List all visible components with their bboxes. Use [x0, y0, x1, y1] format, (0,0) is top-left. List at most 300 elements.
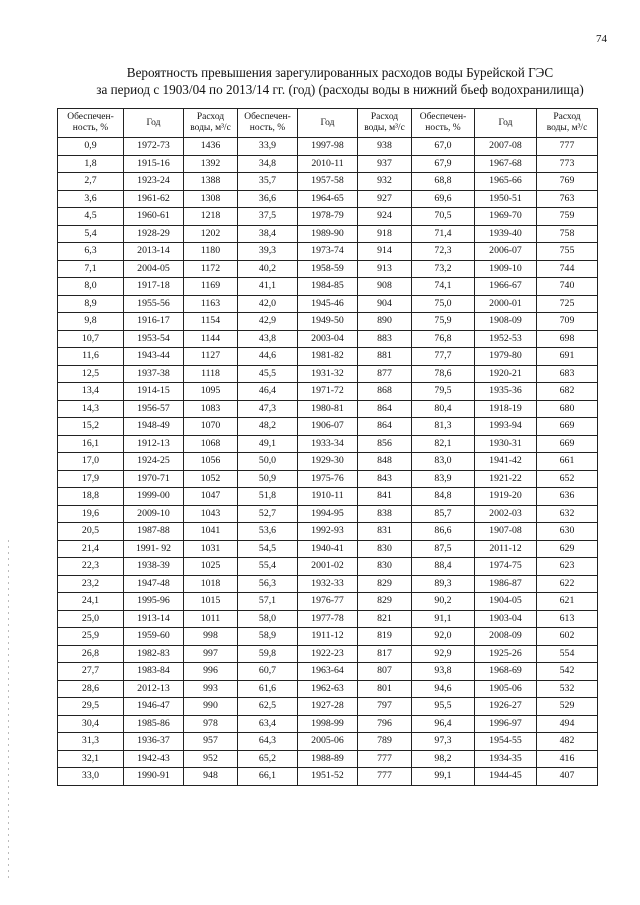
probability-cell: 83,9 — [412, 470, 475, 488]
flow-cell: 669 — [537, 418, 598, 436]
year-cell: 1984-85 — [298, 278, 358, 296]
flow-cell: 1144 — [184, 330, 238, 348]
flow-cell: 622 — [537, 575, 598, 593]
probability-cell: 51,8 — [238, 488, 298, 506]
probability-cell: 31,3 — [58, 733, 124, 751]
year-cell: 1913-14 — [124, 610, 184, 628]
scan-edge-artifact — [8, 540, 9, 880]
flow-cell: 691 — [537, 348, 598, 366]
year-cell: 1911-12 — [298, 628, 358, 646]
probability-cell: 65,2 — [238, 750, 298, 768]
probability-cell: 93,8 — [412, 663, 475, 681]
probability-cell: 15,2 — [58, 418, 124, 436]
probability-cell: 69,6 — [412, 190, 475, 208]
probability-cell: 16,1 — [58, 435, 124, 453]
flow-cell: 661 — [537, 453, 598, 471]
year-cell: 1909-10 — [475, 260, 537, 278]
probability-cell: 17,9 — [58, 470, 124, 488]
probability-cell: 91,1 — [412, 610, 475, 628]
probability-cell: 10,7 — [58, 330, 124, 348]
year-cell: 1973-74 — [298, 243, 358, 261]
flow-cell: 680 — [537, 400, 598, 418]
probability-cell: 98,2 — [412, 750, 475, 768]
probability-cell: 23,2 — [58, 575, 124, 593]
flow-cell: 542 — [537, 663, 598, 681]
probability-cell: 67,9 — [412, 155, 475, 173]
flow-cell: 532 — [537, 680, 598, 698]
flow-cell: 773 — [537, 155, 598, 173]
document-title — [40, 64, 640, 98]
probability-cell: 38,4 — [238, 225, 298, 243]
probability-cell: 83,0 — [412, 453, 475, 471]
probability-cell: 42,9 — [238, 313, 298, 331]
flow-cell: 797 — [358, 698, 412, 716]
year-cell: 2005-06 — [298, 733, 358, 751]
table-row — [58, 330, 598, 348]
probability-cell: 81,3 — [412, 418, 475, 436]
flow-cell: 1018 — [184, 575, 238, 593]
table-row — [58, 645, 598, 663]
flow-cell: 636 — [537, 488, 598, 506]
flow-cell: 1118 — [184, 365, 238, 383]
year-cell: 1969-70 — [475, 208, 537, 226]
year-cell: 1903-04 — [475, 610, 537, 628]
probability-cell: 82,1 — [412, 435, 475, 453]
flow-cell: 864 — [358, 418, 412, 436]
flow-cell: 1169 — [184, 278, 238, 296]
probability-cell: 99,1 — [412, 768, 475, 786]
probability-cell: 43,8 — [238, 330, 298, 348]
flow-cell: 683 — [537, 365, 598, 383]
year-cell: 1943-44 — [124, 348, 184, 366]
year-cell: 1923-24 — [124, 173, 184, 191]
table-row — [58, 488, 598, 506]
flow-cell: 841 — [358, 488, 412, 506]
flow-cell: 789 — [358, 733, 412, 751]
probability-cell: 76,8 — [412, 330, 475, 348]
probability-cell: 66,1 — [238, 768, 298, 786]
flow-cell: 978 — [184, 715, 238, 733]
year-cell: 1941-42 — [475, 453, 537, 471]
flow-cell: 1043 — [184, 505, 238, 523]
year-cell: 1910-11 — [298, 488, 358, 506]
table-row — [58, 418, 598, 436]
flow-cell: 924 — [358, 208, 412, 226]
probability-cell: 26,8 — [58, 645, 124, 663]
probability-cell: 94,6 — [412, 680, 475, 698]
probability-cell: 78,6 — [412, 365, 475, 383]
year-cell: 1917-18 — [124, 278, 184, 296]
flow-cell: 1056 — [184, 453, 238, 471]
year-cell: 1934-35 — [475, 750, 537, 768]
probability-cell: 75,9 — [412, 313, 475, 331]
probability-cell: 87,5 — [412, 540, 475, 558]
probability-cell: 47,3 — [238, 400, 298, 418]
year-cell: 1908-09 — [475, 313, 537, 331]
flow-cell: 482 — [537, 733, 598, 751]
year-cell: 1977-78 — [298, 610, 358, 628]
flow-cell: 996 — [184, 663, 238, 681]
flow-cell: 1095 — [184, 383, 238, 401]
year-cell: 1905-06 — [475, 680, 537, 698]
probability-cell: 50,0 — [238, 453, 298, 471]
probability-cell: 35,7 — [238, 173, 298, 191]
table-row — [58, 768, 598, 786]
title-line-2: за период с 1903/04 по 2013/14 гг. (год) (расходы воды в нижний бьеф водохранилища) — [96, 82, 584, 97]
year-cell: 1958-59 — [298, 260, 358, 278]
probability-cell: 55,4 — [238, 558, 298, 576]
flow-cell: 881 — [358, 348, 412, 366]
year-cell: 1995-96 — [124, 593, 184, 611]
probability-cell: 60,7 — [238, 663, 298, 681]
flow-cell: 1308 — [184, 190, 238, 208]
table-row — [58, 155, 598, 173]
year-cell: 1976-77 — [298, 593, 358, 611]
flow-cell: 838 — [358, 505, 412, 523]
table-row — [58, 190, 598, 208]
year-cell: 1954-55 — [475, 733, 537, 751]
year-cell: 2002-03 — [475, 505, 537, 523]
year-cell: 2000-01 — [475, 295, 537, 313]
probability-cell: 19,6 — [58, 505, 124, 523]
year-cell: 2004-05 — [124, 260, 184, 278]
year-cell: 1940-41 — [298, 540, 358, 558]
year-cell: 1959-60 — [124, 628, 184, 646]
probability-cell: 52,7 — [238, 505, 298, 523]
flow-cell: 819 — [358, 628, 412, 646]
flow-cell: 937 — [358, 155, 412, 173]
year-cell: 1997-98 — [298, 138, 358, 156]
probability-cell: 54,5 — [238, 540, 298, 558]
flow-cell: 829 — [358, 593, 412, 611]
year-cell: 1987-88 — [124, 523, 184, 541]
flow-cell: 1172 — [184, 260, 238, 278]
probability-cell: 56,3 — [238, 575, 298, 593]
flow-cell: 817 — [358, 645, 412, 663]
year-cell: 1946-47 — [124, 698, 184, 716]
probability-cell: 97,3 — [412, 733, 475, 751]
table-row — [58, 558, 598, 576]
year-cell: 1926-27 — [475, 698, 537, 716]
flow-cell: 758 — [537, 225, 598, 243]
probability-cell: 25,0 — [58, 610, 124, 628]
probability-cell: 62,5 — [238, 698, 298, 716]
table-row — [58, 383, 598, 401]
header-year: Год — [475, 109, 537, 138]
table-row — [58, 523, 598, 541]
year-cell: 2001-02 — [298, 558, 358, 576]
flow-cell: 1047 — [184, 488, 238, 506]
year-cell: 1983-84 — [124, 663, 184, 681]
header-year: Год — [124, 109, 184, 138]
flow-cell: 1163 — [184, 295, 238, 313]
flow-cell: 868 — [358, 383, 412, 401]
flow-cell: 755 — [537, 243, 598, 261]
probability-cell: 89,3 — [412, 575, 475, 593]
flow-cell: 763 — [537, 190, 598, 208]
year-cell: 1906-07 — [298, 418, 358, 436]
year-cell: 1951-52 — [298, 768, 358, 786]
year-cell: 1945-46 — [298, 295, 358, 313]
year-cell: 1971-72 — [298, 383, 358, 401]
probability-cell: 74,1 — [412, 278, 475, 296]
probability-cell: 36,6 — [238, 190, 298, 208]
year-cell: 1988-89 — [298, 750, 358, 768]
probability-cell: 12,5 — [58, 365, 124, 383]
flow-cell: 1392 — [184, 155, 238, 173]
table-row — [58, 628, 598, 646]
year-cell: 1912-13 — [124, 435, 184, 453]
probability-cell: 92,9 — [412, 645, 475, 663]
year-cell: 1965-66 — [475, 173, 537, 191]
probability-cell: 5,4 — [58, 225, 124, 243]
flow-cell: 613 — [537, 610, 598, 628]
probability-cell: 3,6 — [58, 190, 124, 208]
year-cell: 1936-37 — [124, 733, 184, 751]
year-cell: 1931-32 — [298, 365, 358, 383]
probability-cell: 58,0 — [238, 610, 298, 628]
flow-cell: 927 — [358, 190, 412, 208]
probability-cell: 39,3 — [238, 243, 298, 261]
year-cell: 1925-26 — [475, 645, 537, 663]
probability-cell: 4,5 — [58, 208, 124, 226]
probability-cell: 48,2 — [238, 418, 298, 436]
year-cell: 1948-49 — [124, 418, 184, 436]
flow-cell: 938 — [358, 138, 412, 156]
header-probability: Обеспечен- ность, % — [58, 109, 124, 138]
flow-cell: 830 — [358, 558, 412, 576]
table-row — [58, 733, 598, 751]
flow-cell: 883 — [358, 330, 412, 348]
year-cell: 2011-12 — [475, 540, 537, 558]
probability-cell: 28,6 — [58, 680, 124, 698]
year-cell: 1933-34 — [298, 435, 358, 453]
flow-cell: 952 — [184, 750, 238, 768]
table-row — [58, 295, 598, 313]
flow-cell: 1015 — [184, 593, 238, 611]
table-row — [58, 575, 598, 593]
probability-cell: 90,2 — [412, 593, 475, 611]
year-cell: 1990-91 — [124, 768, 184, 786]
year-cell: 1915-16 — [124, 155, 184, 173]
flow-cell: 416 — [537, 750, 598, 768]
header-flow: Расход воды, м³/с — [184, 109, 238, 138]
flow-cell: 554 — [537, 645, 598, 663]
flow-cell: 777 — [537, 138, 598, 156]
probability-cell: 63,4 — [238, 715, 298, 733]
year-cell: 1952-53 — [475, 330, 537, 348]
header-flow: Расход воды, м³/с — [537, 109, 598, 138]
probability-cell: 71,4 — [412, 225, 475, 243]
flow-cell: 904 — [358, 295, 412, 313]
probability-cell: 86,6 — [412, 523, 475, 541]
table-row — [58, 260, 598, 278]
year-cell: 1981-82 — [298, 348, 358, 366]
flow-cell: 821 — [358, 610, 412, 628]
year-cell: 1968-69 — [475, 663, 537, 681]
table-row — [58, 313, 598, 331]
probability-cell: 40,2 — [238, 260, 298, 278]
probability-cell: 73,2 — [412, 260, 475, 278]
year-cell: 1924-25 — [124, 453, 184, 471]
year-cell: 1916-17 — [124, 313, 184, 331]
table-row — [58, 365, 598, 383]
year-cell: 1950-51 — [475, 190, 537, 208]
year-cell: 1994-95 — [298, 505, 358, 523]
year-cell: 1949-50 — [298, 313, 358, 331]
table-row — [58, 540, 598, 558]
flow-cell: 998 — [184, 628, 238, 646]
year-cell: 1956-57 — [124, 400, 184, 418]
year-cell: 1961-62 — [124, 190, 184, 208]
flow-cell: 1083 — [184, 400, 238, 418]
year-cell: 2009-10 — [124, 505, 184, 523]
flow-cell: 1388 — [184, 173, 238, 191]
year-cell: 1974-75 — [475, 558, 537, 576]
flow-cell: 796 — [358, 715, 412, 733]
probability-cell: 75,0 — [412, 295, 475, 313]
flow-cell: 740 — [537, 278, 598, 296]
year-cell: 1980-81 — [298, 400, 358, 418]
year-cell: 1957-58 — [298, 173, 358, 191]
probability-cell: 44,6 — [238, 348, 298, 366]
year-cell: 2010-11 — [298, 155, 358, 173]
flow-cell: 630 — [537, 523, 598, 541]
year-cell: 1970-71 — [124, 470, 184, 488]
flow-cell: 1011 — [184, 610, 238, 628]
flow-cell: 848 — [358, 453, 412, 471]
table-row — [58, 453, 598, 471]
flow-cell: 777 — [358, 768, 412, 786]
probability-cell: 72,3 — [412, 243, 475, 261]
probability-cell: 80,4 — [412, 400, 475, 418]
probability-cell: 41,1 — [238, 278, 298, 296]
flow-cell: 777 — [358, 750, 412, 768]
header-probability: Обеспечен- ность, % — [238, 109, 298, 138]
probability-cell: 88,4 — [412, 558, 475, 576]
flow-cell: 725 — [537, 295, 598, 313]
year-cell: 1967-68 — [475, 155, 537, 173]
table-row — [58, 278, 598, 296]
probability-cell: 64,3 — [238, 733, 298, 751]
probability-cell: 96,4 — [412, 715, 475, 733]
year-cell: 1992-93 — [298, 523, 358, 541]
flow-cell: 957 — [184, 733, 238, 751]
year-cell: 1914-15 — [124, 383, 184, 401]
year-cell: 1922-23 — [298, 645, 358, 663]
flow-cell: 494 — [537, 715, 598, 733]
flow-cell: 801 — [358, 680, 412, 698]
flow-cell: 1041 — [184, 523, 238, 541]
probability-cell: 33,0 — [58, 768, 124, 786]
probability-cell: 29,5 — [58, 698, 124, 716]
probability-table — [57, 108, 598, 786]
year-cell: 2008-09 — [475, 628, 537, 646]
probability-cell: 9,8 — [58, 313, 124, 331]
year-cell: 1935-36 — [475, 383, 537, 401]
flow-cell: 407 — [537, 768, 598, 786]
year-cell: 2013-14 — [124, 243, 184, 261]
year-cell: 1919-20 — [475, 488, 537, 506]
header-probability: Обеспечен- ность, % — [412, 109, 475, 138]
year-cell: 1942-43 — [124, 750, 184, 768]
flow-cell: 698 — [537, 330, 598, 348]
probability-cell: 30,4 — [58, 715, 124, 733]
table-row — [58, 593, 598, 611]
probability-cell: 50,9 — [238, 470, 298, 488]
flow-cell: 843 — [358, 470, 412, 488]
year-cell: 1979-80 — [475, 348, 537, 366]
flow-cell: 829 — [358, 575, 412, 593]
year-cell: 1927-28 — [298, 698, 358, 716]
page-number: 74 — [596, 33, 607, 45]
flow-cell: 890 — [358, 313, 412, 331]
year-cell: 1985-86 — [124, 715, 184, 733]
year-cell: 1904-05 — [475, 593, 537, 611]
probability-cell: 33,9 — [238, 138, 298, 156]
table-row — [58, 663, 598, 681]
probability-cell: 57,1 — [238, 593, 298, 611]
year-cell: 1937-38 — [124, 365, 184, 383]
probability-cell: 53,6 — [238, 523, 298, 541]
flow-cell: 602 — [537, 628, 598, 646]
flow-cell: 856 — [358, 435, 412, 453]
flow-cell: 1436 — [184, 138, 238, 156]
year-cell: 1929-30 — [298, 453, 358, 471]
year-cell: 1947-48 — [124, 575, 184, 593]
probability-cell: 34,8 — [238, 155, 298, 173]
flow-cell: 997 — [184, 645, 238, 663]
flow-cell: 759 — [537, 208, 598, 226]
year-cell: 1966-67 — [475, 278, 537, 296]
probability-cell: 32,1 — [58, 750, 124, 768]
probability-cell: 18,8 — [58, 488, 124, 506]
year-cell: 1996-97 — [475, 715, 537, 733]
flow-cell: 769 — [537, 173, 598, 191]
probability-cell: 24,1 — [58, 593, 124, 611]
flow-cell: 632 — [537, 505, 598, 523]
year-cell: 1989-90 — [298, 225, 358, 243]
flow-cell: 1031 — [184, 540, 238, 558]
probability-cell: 1,8 — [58, 155, 124, 173]
year-cell: 1920-21 — [475, 365, 537, 383]
flow-cell: 629 — [537, 540, 598, 558]
table-row — [58, 400, 598, 418]
year-cell: 1928-29 — [124, 225, 184, 243]
probability-cell: 21,4 — [58, 540, 124, 558]
year-cell: 1993-94 — [475, 418, 537, 436]
year-cell: 1955-56 — [124, 295, 184, 313]
table-row — [58, 470, 598, 488]
header-year: Год — [298, 109, 358, 138]
probability-cell: 8,0 — [58, 278, 124, 296]
year-cell: 1932-33 — [298, 575, 358, 593]
probability-cell: 59,8 — [238, 645, 298, 663]
year-cell: 1963-64 — [298, 663, 358, 681]
probability-cell: 17,0 — [58, 453, 124, 471]
probability-cell: 25,9 — [58, 628, 124, 646]
table-row — [58, 243, 598, 261]
year-cell: 1962-63 — [298, 680, 358, 698]
table-body — [58, 138, 598, 786]
flow-cell: 1025 — [184, 558, 238, 576]
flow-cell: 918 — [358, 225, 412, 243]
table-row — [58, 348, 598, 366]
probability-cell: 67,0 — [412, 138, 475, 156]
probability-cell: 2,7 — [58, 173, 124, 191]
year-cell: 1991- 92 — [124, 540, 184, 558]
year-cell: 1998-99 — [298, 715, 358, 733]
